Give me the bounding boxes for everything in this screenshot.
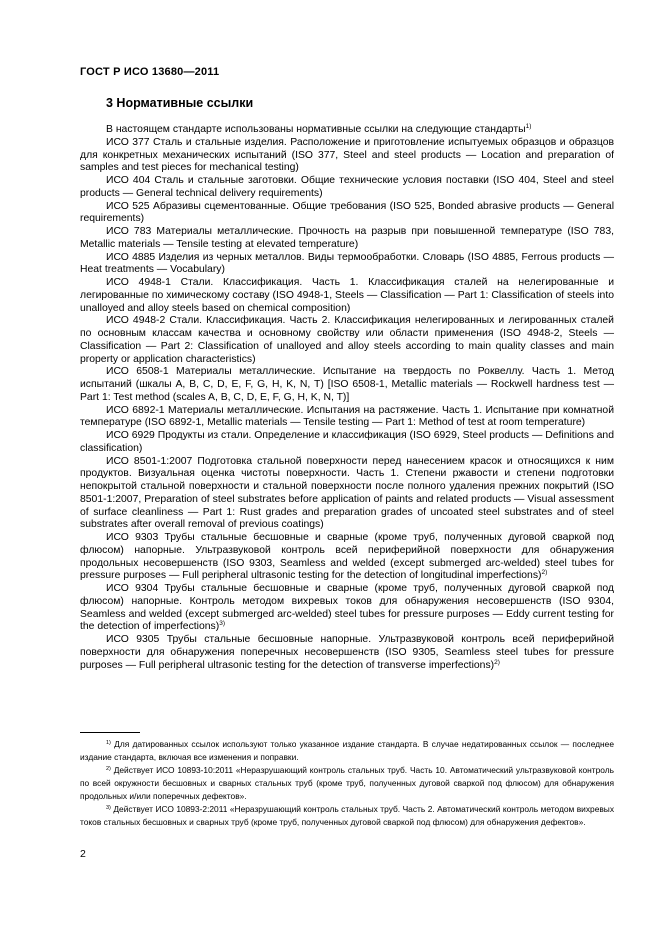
paragraph-text: ИСО 6892-1 Материалы металлические. Испытания на растяжение. Часть 1. Испытание при комнатной температуре (ISO 6892-1, Metallic materials — Tensile testing — Part 1: Method of test at room temperature) <box>80 404 614 429</box>
footnote-text: Действует ИСО 10893-10:2011 «Неразрушающий контроль стальных труб. Часть 10. Автоматический ультразвуковой контроль по всей окружности бесшовных и сварных стальных труб (кроме труб, полученных дуговой сваркой под флюсом) для обнаружения продольных и/или поперечных дефектов». <box>80 765 615 801</box>
paragraph-text: ИСО 404 Сталь и стальные заготовки. Общие технические условия поставки (ISO 404, Steel and steel products — General technical delivery requirements) <box>80 175 614 199</box>
references-body <box>80 124 614 672</box>
section-title: 3 Нормативные ссылки <box>106 96 254 110</box>
footnote-marker: 1) <box>525 123 532 130</box>
footnote-text: Для датированных ссылок используют только указанное издание стандарта. В случае недатированных ссылок — последнее издание стандарта, включая все изменения и поправки. <box>80 739 614 762</box>
paragraph-text: ИСО 9305 Трубы стальные бесшовные напорные. Ультразвуковой контроль всей периферийной поверхности для обнаружения поперечных несовершенств (ISO 9305, Seamless steel tubes for pressure purposes — Full peripheral ultrasonic testing for the detection of transverse imperfections) <box>80 634 614 671</box>
paragraph-text: В настоящем стандарте использованы нормативные ссылки на следующие стандарты <box>106 124 526 135</box>
paragraph-text: ИСО 9304 Трубы стальные бесшовные и сварные (кроме труб, полученных дуговой сваркой под флюсом) напорные. Контроль методом вихревых токов для обнаружения несовершенств (ISO 9304, Seamless and welded (except submerged arc-welded) steel tubes for pressure purposes — Eddy current testing for the detection of imperfections) <box>80 583 614 633</box>
reference-item <box>80 366 614 404</box>
paragraph-text: ИСО 377 Сталь и стальные изделия. Расположение и приготовление испытуемых образцов и образцов для конкретных механических испытаний (ISO 377, Steel and steel products — Location and preparation of samples and test pieces for mechanical testing) <box>80 136 614 174</box>
intro-paragraph <box>80 124 614 137</box>
reference-item <box>80 226 614 252</box>
footnote-marker: 2) <box>494 658 500 666</box>
footnote-mark: 1) <box>106 740 111 746</box>
footnote-text: Действует ИСО 10893-2:2011 «Неразрушающий контроль стальных труб. Часть 2. Автоматический контроль методом вихревых токов стальных бесшовных и сварных труб (кроме труб, полученных дуговой сваркой под флюсом) для обнаружения дефектов». <box>80 804 615 827</box>
reference-item <box>80 315 614 366</box>
reference-item <box>80 175 614 201</box>
footnote-item <box>80 764 614 803</box>
reference-item <box>80 201 614 227</box>
reference-item <box>80 456 614 533</box>
footnote-mark: 2) <box>106 766 111 772</box>
footnote-divider <box>80 732 140 733</box>
footnote-item <box>80 803 614 829</box>
paragraph-text: ИСО 6929 Продукты из стали. Определение и классификация (ISO 6929, Steel products — Definitions and classification) <box>80 430 614 454</box>
paragraph-text: ИСО 9303 Трубы стальные бесшовные и сварные (кроме труб, полученных дуговой сваркой под флюсом) напорные. Ультразвуковой контроль всей периферийной поверхности для обнаружения продольных несовершенств (ISO 9303, Seamless and welded (except submerged arc-welded) steel tubes for pressure purposes — Full peripheral ultrasonic testing for the detection of longitudinal imperfections) <box>80 532 614 582</box>
standard-header: ГОСТ Р ИСО 13680—2011 <box>80 66 220 78</box>
reference-item <box>80 634 614 672</box>
paragraph-text: ИСО 783 Материалы металлические. Прочность на разрыв при повышенной температуре (ISO 783, Metallic materials — Tensile testing at elevated temperature) <box>80 226 614 250</box>
paragraph-text: ИСО 8501-1:2007 Подготовка стальной поверхности перед нанесением красок и относящихся к ним продуктов. Визуальная оценка чистоты поверхности. Часть 1. Степени ржавости и степени подготовки непокрытой стальной поверхности и стальной поверхности после полного удаления прежних покрытий (ISO 8501-1:2007, Preparation of steel substrates before application of paints and related products — Visual assessment of surface cleanliness — Part 1: Rust grades and preparation grades of uncoated steel substrates and of steel substrates after overall removal of previous coatings) <box>80 455 614 531</box>
reference-item <box>80 252 614 278</box>
paragraph-text: ИСО 6508-1 Материалы металлические. Испытание на твердость по Роквеллу. Часть 1. Метод испытаний (шкалы A, B, C, D, E, F, G, H, K, N, T) [ISO 6508-1, Metallic materials — Rockwell hardness test — Part 1: Test method (scales A, B, C, D, E, F, G, H, K, N, T)] <box>80 366 614 403</box>
reference-item <box>80 430 614 456</box>
footnote-marker: 3) <box>219 620 225 628</box>
paragraph-text: ИСО 4948-2 Стали. Классификация. Часть 2. Классификация нелегированных и легированных сталей по основным классам качества и основному свойству или области применения (ISO 4948-2, Steels — Classification — Part 2: Classification of unalloyed and alloy steels according to main quality classes and main property or application characteristics) <box>80 315 614 365</box>
footnote-marker: 2) <box>541 569 548 577</box>
reference-item <box>80 532 614 583</box>
footnote-item <box>80 738 614 764</box>
reference-item <box>80 583 614 634</box>
paragraph-text: ИСО 525 Абразивы сцементованные. Общие требования (ISO 525, Bonded abrasive products — General requirements) <box>80 200 614 225</box>
page-number: 2 <box>80 848 86 860</box>
paragraph-text: ИСО 4885 Изделия из черных металлов. Виды термообработки. Словарь (ISO 4885, Ferrous products — Heat treatments — Vocabulary) <box>80 251 614 276</box>
paragraph-text: ИСО 4948-1 Стали. Классификация. Часть 1. Классификация сталей на нелегированные и легированные по химическому составу (ISO 4948-1, Steels — Classification — Part 1: Classification of steels into unalloyed and alloy steels based on chemical composition) <box>80 277 614 314</box>
footnotes <box>80 738 614 829</box>
reference-item <box>80 405 614 431</box>
reference-item <box>80 137 614 175</box>
footnote-mark: 3) <box>106 805 111 811</box>
reference-item <box>80 277 614 315</box>
